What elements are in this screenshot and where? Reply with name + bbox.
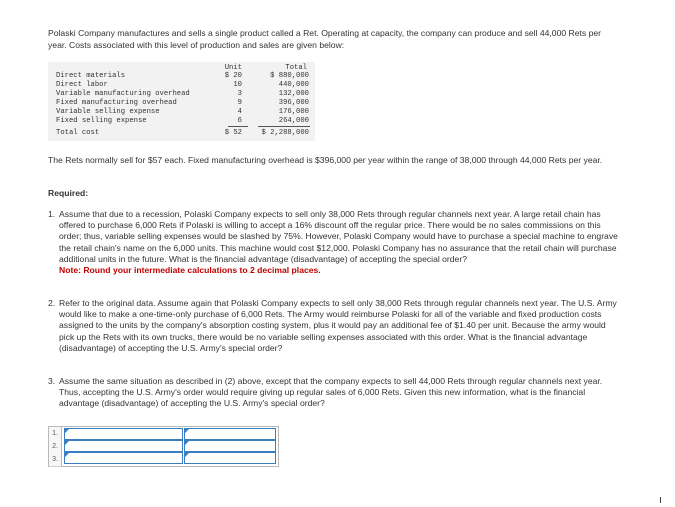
cost-row-unit: 9: [237, 99, 242, 107]
answer-label-input-2[interactable]: [64, 440, 183, 452]
requirement-text: Refer to the original data. Assume again that Polaski Company expects to sell only 38,000 Rets through regular channels next year. The U.S. Army would like to make a one-time-only purchase of 6,000 Rets. The Army would reimburse Polaski for all of the variable and fixed production costs assigned to the units by the company's absorption costing system, plus it would pay an additional fee of $1.40 per unit. Because the army would pick up the Rets with its own trucks, there would be no variable selling expenses associated with this order. What is the financial advantage (disadvantage) of accepting the U.S. Army's special order?: [59, 298, 617, 353]
requirement-1: [48, 209, 623, 276]
cost-row-total: $ 880,000: [270, 72, 309, 80]
selling-price-paragraph: The Rets normally sell for $57 each. Fixed manufacturing overhead is $396,000 per year within the range of 38,000 through 44,000 Rets per year.: [48, 155, 603, 165]
cost-row: [48, 81, 315, 90]
total-column-header: Total: [285, 64, 307, 72]
answer-value-input-3[interactable]: [184, 452, 276, 464]
cost-row-total: 396,000: [278, 99, 309, 107]
cost-row-total: 264,000: [278, 117, 309, 125]
requirement-text: Assume the same situation as described in (2) above, except that the company expects to sell 44,000 Rets through regular channels next year. Thus, accepting the U.S. Army's order would require giving up regular sales of 6,000 Rets. Given this new information, what is the financial advantage (disadvantage) of accepting the U.S. Army's special order?: [59, 376, 603, 409]
cost-row: [48, 117, 315, 126]
cost-row-unit: 4: [237, 108, 242, 116]
requirement-3: [48, 376, 623, 410]
cost-row-unit: 3: [237, 90, 242, 98]
cost-row-total: 440,000: [278, 81, 309, 89]
answer-label-input-1[interactable]: [64, 428, 183, 440]
total-cost-row: [48, 129, 315, 138]
answer-row-number: 1.: [49, 427, 62, 441]
text-cursor-icon: [660, 497, 661, 503]
answer-value-input-2[interactable]: [184, 440, 276, 452]
requirement-number: 1.: [48, 209, 56, 219]
answer-row-number: 2.: [49, 440, 62, 454]
cost-row-label: Fixed manufacturing overhead: [56, 99, 177, 107]
unit-subtotal-rule: [228, 126, 248, 127]
requirement-number: 3.: [48, 376, 56, 386]
cost-row: [48, 72, 315, 81]
cost-row-label: Variable manufacturing overhead: [56, 90, 190, 98]
rounding-note: Note: Round your intermediate calculations to 2 decimal places.: [59, 265, 321, 276]
required-heading: Required:: [48, 188, 89, 198]
requirement-number: 2.: [48, 298, 56, 308]
unit-column-header: Unit: [224, 64, 242, 72]
answer-table: [48, 426, 279, 467]
cost-row-unit: $ 20: [224, 72, 242, 80]
cost-row-label: Variable selling expense: [56, 108, 160, 116]
answer-row-number: 3.: [49, 453, 62, 467]
answer-label-input-3[interactable]: [64, 452, 183, 464]
cost-row-unit: 10: [233, 81, 242, 89]
cost-row-total: 132,000: [278, 90, 309, 98]
answer-value-input-1[interactable]: [184, 428, 276, 440]
cost-row: [48, 90, 315, 99]
total-cost-label: Total cost: [56, 129, 100, 137]
total-cost-unit: $ 52: [224, 129, 242, 137]
cost-row-unit: 6: [237, 117, 242, 125]
cost-table: [48, 62, 315, 141]
cost-row: [48, 99, 315, 108]
total-cost-total: $ 2,288,000: [261, 129, 309, 137]
cost-row-total: 176,000: [278, 108, 309, 116]
cost-row-label: Fixed selling expense: [56, 117, 147, 125]
requirement-text: Assume that due to a recession, Polaski Company expects to sell only 38,000 Rets through regular channels next year. A large retail chain has offered to purchase 6,000 Rets if Polaski is willing to accept a 16% discount off the regular price. There would be no sales commissions on this order; thus, variable selling expenses would be slashed by 75%. However, Polaski Company would have to purchase a special machine to engrave the retail chain's name on the 6,000 units. This machine would cost $12,000. Polaski Company has no assurance that the retail chain will purchase additional units in the future. What is the financial advantage (disadvantage) of accepting the special order?: [59, 209, 618, 264]
requirement-2: [48, 298, 623, 354]
cost-row: [48, 108, 315, 117]
cost-row-label: Direct materials: [56, 72, 126, 80]
intro-paragraph: Polaski Company manufactures and sells a single product called a Ret. Operating at capacity, the company can produce and sell 44,000 Rets per year. Costs associated with this level of production and sales are given below:: [48, 28, 602, 50]
total-subtotal-rule: [258, 126, 310, 127]
cost-row-label: Direct labor: [56, 81, 108, 89]
